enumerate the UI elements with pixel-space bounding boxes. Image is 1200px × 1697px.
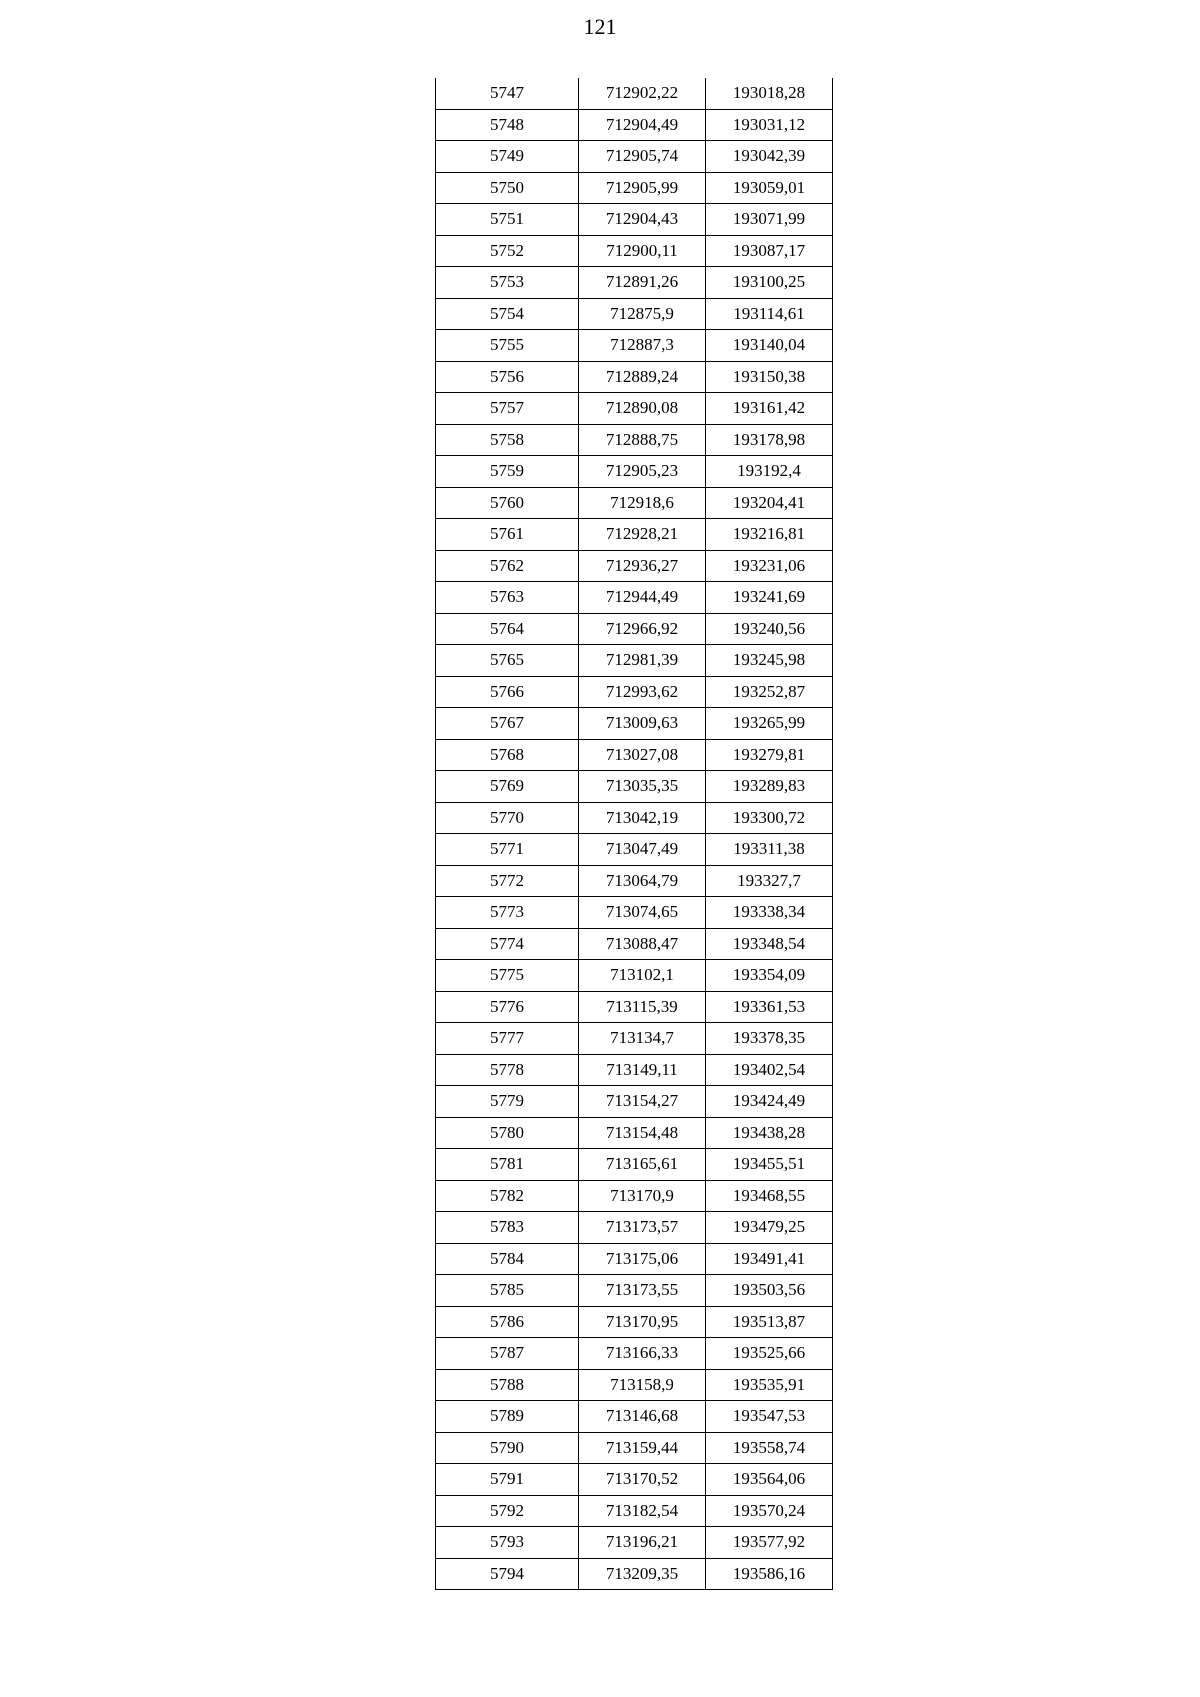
coordinates-table — [435, 78, 833, 1590]
point-number-cell: 5787 — [436, 1338, 579, 1370]
x-coordinate-cell: 713074,65 — [579, 897, 706, 929]
table-row — [436, 235, 833, 267]
table-row — [436, 1558, 833, 1590]
y-coordinate-cell: 193558,74 — [706, 1432, 833, 1464]
x-coordinate-cell: 713149,11 — [579, 1054, 706, 1086]
x-coordinate-cell: 712887,3 — [579, 330, 706, 362]
point-number-cell: 5768 — [436, 739, 579, 771]
y-coordinate-cell: 193354,09 — [706, 960, 833, 992]
table-row — [436, 676, 833, 708]
point-number-cell: 5757 — [436, 393, 579, 425]
table-row — [436, 361, 833, 393]
point-number-cell: 5785 — [436, 1275, 579, 1307]
y-coordinate-cell: 193216,81 — [706, 519, 833, 551]
y-coordinate-cell: 193535,91 — [706, 1369, 833, 1401]
point-number-cell: 5758 — [436, 424, 579, 456]
point-number-cell: 5747 — [436, 78, 579, 109]
x-coordinate-cell: 712904,43 — [579, 204, 706, 236]
point-number-cell: 5766 — [436, 676, 579, 708]
table-row — [436, 519, 833, 551]
y-coordinate-cell: 193424,49 — [706, 1086, 833, 1118]
y-coordinate-cell: 193100,25 — [706, 267, 833, 299]
x-coordinate-cell: 713027,08 — [579, 739, 706, 771]
point-number-cell: 5773 — [436, 897, 579, 929]
point-number-cell: 5775 — [436, 960, 579, 992]
table-row — [436, 393, 833, 425]
x-coordinate-cell: 712889,24 — [579, 361, 706, 393]
x-coordinate-cell: 713170,9 — [579, 1180, 706, 1212]
point-number-cell: 5761 — [436, 519, 579, 551]
table-row — [436, 456, 833, 488]
table-row — [436, 928, 833, 960]
y-coordinate-cell: 193338,34 — [706, 897, 833, 929]
point-number-cell: 5764 — [436, 613, 579, 645]
y-coordinate-cell: 193231,06 — [706, 550, 833, 582]
table-row — [436, 1369, 833, 1401]
point-number-cell: 5750 — [436, 172, 579, 204]
y-coordinate-cell: 193059,01 — [706, 172, 833, 204]
x-coordinate-cell: 713042,19 — [579, 802, 706, 834]
point-number-cell: 5769 — [436, 771, 579, 803]
point-number-cell: 5779 — [436, 1086, 579, 1118]
x-coordinate-cell: 712890,08 — [579, 393, 706, 425]
y-coordinate-cell: 193586,16 — [706, 1558, 833, 1590]
x-coordinate-cell: 713209,35 — [579, 1558, 706, 1590]
x-coordinate-cell: 713134,7 — [579, 1023, 706, 1055]
x-coordinate-cell: 712905,74 — [579, 141, 706, 173]
table-row — [436, 1527, 833, 1559]
table-row — [436, 1275, 833, 1307]
y-coordinate-cell: 193241,69 — [706, 582, 833, 614]
x-coordinate-cell: 712891,26 — [579, 267, 706, 299]
x-coordinate-cell: 713173,57 — [579, 1212, 706, 1244]
y-coordinate-cell: 193289,83 — [706, 771, 833, 803]
x-coordinate-cell: 712944,49 — [579, 582, 706, 614]
point-number-cell: 5760 — [436, 487, 579, 519]
point-number-cell: 5767 — [436, 708, 579, 740]
y-coordinate-cell: 193348,54 — [706, 928, 833, 960]
table-row — [436, 582, 833, 614]
point-number-cell: 5791 — [436, 1464, 579, 1496]
y-coordinate-cell: 193204,41 — [706, 487, 833, 519]
y-coordinate-cell: 193265,99 — [706, 708, 833, 740]
point-number-cell: 5774 — [436, 928, 579, 960]
y-coordinate-cell: 193378,35 — [706, 1023, 833, 1055]
y-coordinate-cell: 193513,87 — [706, 1306, 833, 1338]
y-coordinate-cell: 193525,66 — [706, 1338, 833, 1370]
y-coordinate-cell: 193150,38 — [706, 361, 833, 393]
table-row — [436, 1243, 833, 1275]
y-coordinate-cell: 193087,17 — [706, 235, 833, 267]
x-coordinate-cell: 713154,27 — [579, 1086, 706, 1118]
y-coordinate-cell: 193547,53 — [706, 1401, 833, 1433]
point-number-cell: 5755 — [436, 330, 579, 362]
y-coordinate-cell: 193455,51 — [706, 1149, 833, 1181]
x-coordinate-cell: 713166,33 — [579, 1338, 706, 1370]
y-coordinate-cell: 193114,61 — [706, 298, 833, 330]
table-row — [436, 771, 833, 803]
table-row — [436, 1401, 833, 1433]
y-coordinate-cell: 193279,81 — [706, 739, 833, 771]
point-number-cell: 5790 — [436, 1432, 579, 1464]
x-coordinate-cell: 713182,54 — [579, 1495, 706, 1527]
point-number-cell: 5786 — [436, 1306, 579, 1338]
y-coordinate-cell: 193240,56 — [706, 613, 833, 645]
y-coordinate-cell: 193564,06 — [706, 1464, 833, 1496]
point-number-cell: 5789 — [436, 1401, 579, 1433]
table-row — [436, 78, 833, 109]
x-coordinate-cell: 713165,61 — [579, 1149, 706, 1181]
x-coordinate-cell: 713175,06 — [579, 1243, 706, 1275]
table-body — [436, 78, 833, 1590]
y-coordinate-cell: 193402,54 — [706, 1054, 833, 1086]
table-row — [436, 487, 833, 519]
point-number-cell: 5780 — [436, 1117, 579, 1149]
y-coordinate-cell: 193311,38 — [706, 834, 833, 866]
point-number-cell: 5759 — [436, 456, 579, 488]
table-row — [436, 1464, 833, 1496]
x-coordinate-cell: 713115,39 — [579, 991, 706, 1023]
x-coordinate-cell: 713159,44 — [579, 1432, 706, 1464]
x-coordinate-cell: 713170,95 — [579, 1306, 706, 1338]
y-coordinate-cell: 193503,56 — [706, 1275, 833, 1307]
point-number-cell: 5781 — [436, 1149, 579, 1181]
point-number-cell: 5794 — [436, 1558, 579, 1590]
x-coordinate-cell: 713088,47 — [579, 928, 706, 960]
point-number-cell: 5784 — [436, 1243, 579, 1275]
x-coordinate-cell: 713047,49 — [579, 834, 706, 866]
point-number-cell: 5762 — [436, 550, 579, 582]
table-row — [436, 330, 833, 362]
y-coordinate-cell: 193031,12 — [706, 109, 833, 141]
point-number-cell: 5770 — [436, 802, 579, 834]
table-row — [436, 645, 833, 677]
x-coordinate-cell: 713158,9 — [579, 1369, 706, 1401]
table-row — [436, 1338, 833, 1370]
table-row — [436, 550, 833, 582]
table-row — [436, 172, 833, 204]
x-coordinate-cell: 712966,92 — [579, 613, 706, 645]
table-row — [436, 1149, 833, 1181]
y-coordinate-cell: 193327,7 — [706, 865, 833, 897]
x-coordinate-cell: 712981,39 — [579, 645, 706, 677]
point-number-cell: 5772 — [436, 865, 579, 897]
x-coordinate-cell: 712902,22 — [579, 78, 706, 109]
table-row — [436, 1086, 833, 1118]
table-row — [436, 267, 833, 299]
table-row — [436, 613, 833, 645]
table-row — [436, 739, 833, 771]
table-row — [436, 991, 833, 1023]
point-number-cell: 5793 — [436, 1527, 579, 1559]
x-coordinate-cell: 713146,68 — [579, 1401, 706, 1433]
x-coordinate-cell: 713196,21 — [579, 1527, 706, 1559]
y-coordinate-cell: 193491,41 — [706, 1243, 833, 1275]
y-coordinate-cell: 193479,25 — [706, 1212, 833, 1244]
x-coordinate-cell: 712936,27 — [579, 550, 706, 582]
table-row — [436, 298, 833, 330]
point-number-cell: 5765 — [436, 645, 579, 677]
x-coordinate-cell: 712900,11 — [579, 235, 706, 267]
point-number-cell: 5749 — [436, 141, 579, 173]
x-coordinate-cell: 713009,63 — [579, 708, 706, 740]
x-coordinate-cell: 712905,99 — [579, 172, 706, 204]
table-row — [436, 1023, 833, 1055]
x-coordinate-cell: 712875,9 — [579, 298, 706, 330]
page-number: 121 — [583, 14, 617, 39]
table-row — [436, 1117, 833, 1149]
table-row — [436, 960, 833, 992]
x-coordinate-cell: 713064,79 — [579, 865, 706, 897]
y-coordinate-cell: 193018,28 — [706, 78, 833, 109]
point-number-cell: 5778 — [436, 1054, 579, 1086]
point-number-cell: 5771 — [436, 834, 579, 866]
point-number-cell: 5792 — [436, 1495, 579, 1527]
point-number-cell: 5776 — [436, 991, 579, 1023]
y-coordinate-cell: 193438,28 — [706, 1117, 833, 1149]
table-row — [436, 1212, 833, 1244]
y-coordinate-cell: 193140,04 — [706, 330, 833, 362]
y-coordinate-cell: 193071,99 — [706, 204, 833, 236]
table-row — [436, 1180, 833, 1212]
y-coordinate-cell: 193042,39 — [706, 141, 833, 173]
table-row — [436, 1054, 833, 1086]
x-coordinate-cell: 713035,35 — [579, 771, 706, 803]
table-row — [436, 1432, 833, 1464]
point-number-cell: 5763 — [436, 582, 579, 614]
x-coordinate-cell: 713154,48 — [579, 1117, 706, 1149]
x-coordinate-cell: 713170,52 — [579, 1464, 706, 1496]
table-row — [436, 834, 833, 866]
table-row — [436, 897, 833, 929]
table-row — [436, 109, 833, 141]
point-number-cell: 5756 — [436, 361, 579, 393]
table-row — [436, 204, 833, 236]
point-number-cell: 5783 — [436, 1212, 579, 1244]
x-coordinate-cell: 712904,49 — [579, 109, 706, 141]
table-row — [436, 1306, 833, 1338]
y-coordinate-cell: 193245,98 — [706, 645, 833, 677]
y-coordinate-cell: 193192,4 — [706, 456, 833, 488]
x-coordinate-cell: 712905,23 — [579, 456, 706, 488]
y-coordinate-cell: 193361,53 — [706, 991, 833, 1023]
table-row — [436, 424, 833, 456]
point-number-cell: 5752 — [436, 235, 579, 267]
y-coordinate-cell: 193252,87 — [706, 676, 833, 708]
x-coordinate-cell: 712918,6 — [579, 487, 706, 519]
y-coordinate-cell: 193570,24 — [706, 1495, 833, 1527]
table-row — [436, 865, 833, 897]
y-coordinate-cell: 193468,55 — [706, 1180, 833, 1212]
point-number-cell: 5753 — [436, 267, 579, 299]
table-row — [436, 141, 833, 173]
x-coordinate-cell: 712888,75 — [579, 424, 706, 456]
x-coordinate-cell: 713102,1 — [579, 960, 706, 992]
point-number-cell: 5777 — [436, 1023, 579, 1055]
x-coordinate-cell: 713173,55 — [579, 1275, 706, 1307]
y-coordinate-cell: 193300,72 — [706, 802, 833, 834]
point-number-cell: 5751 — [436, 204, 579, 236]
table-row — [436, 1495, 833, 1527]
x-coordinate-cell: 712928,21 — [579, 519, 706, 551]
point-number-cell: 5754 — [436, 298, 579, 330]
y-coordinate-cell: 193161,42 — [706, 393, 833, 425]
y-coordinate-cell: 193577,92 — [706, 1527, 833, 1559]
table-row — [436, 708, 833, 740]
table-row — [436, 802, 833, 834]
y-coordinate-cell: 193178,98 — [706, 424, 833, 456]
point-number-cell: 5788 — [436, 1369, 579, 1401]
point-number-cell: 5782 — [436, 1180, 579, 1212]
x-coordinate-cell: 712993,62 — [579, 676, 706, 708]
point-number-cell: 5748 — [436, 109, 579, 141]
